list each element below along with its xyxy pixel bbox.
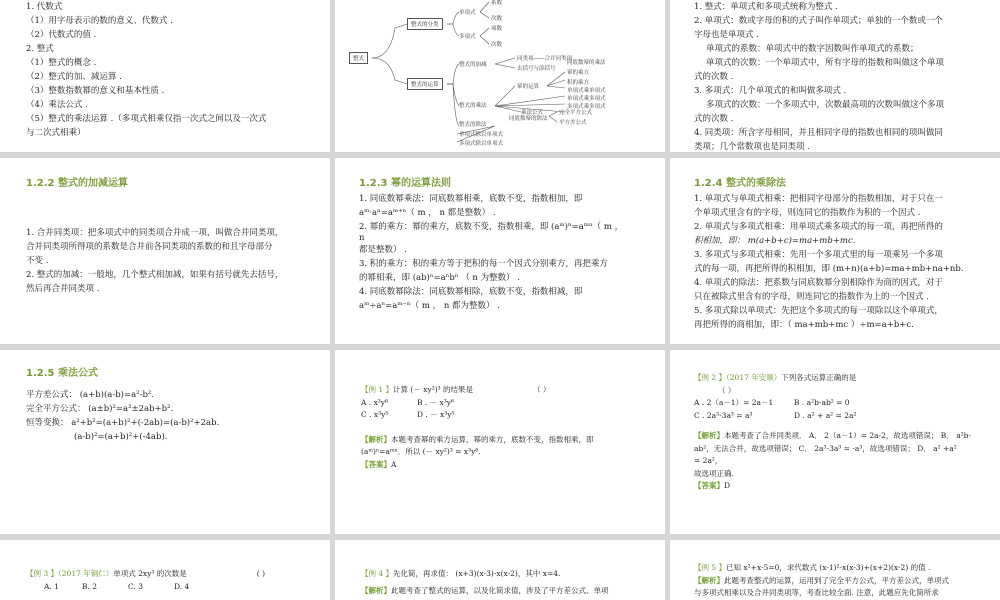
analysis-tag: 【解析】 (361, 434, 391, 444)
mindmap-power-ops: 幂的运算 (517, 84, 540, 90)
text-line: （2）整式的加、减运算 . (26, 72, 122, 82)
mindmap-mul-leaf: 同底数幂的乘法 (567, 60, 606, 66)
text-line: 式的每一项，再把所得的积相加，即 (m+n)(a+b)=ma+mb+na+nb. (694, 264, 964, 274)
text-line: 只在被除式里含有的字母，则连同它的指数作为上的一个因式 . (694, 292, 929, 302)
slide-example-2[interactable] (670, 350, 1000, 534)
question-text: 下列各式运算正确的是 (781, 373, 857, 382)
text-line: 再把所得的商相加，即：（ ma+mb+mc ）÷m=a+b+c. (694, 320, 914, 330)
mindmap-add-sub: 整式的加减 (459, 62, 487, 68)
text-line: （2）代数式的值 . (26, 30, 97, 40)
text-line: （5）整式的乘法运算 .（多项式相乘仅指一次式之间以及一次式 (26, 114, 267, 124)
slide-example-3[interactable] (0, 540, 330, 600)
text-line: 完全平方公式： (a±b)²=a²±2ab+b². (26, 404, 174, 414)
example-3 (26, 568, 265, 593)
text-line: （1）整式的概念 . (26, 58, 97, 68)
text-line: 然后再合并同类项 . (26, 284, 100, 294)
answer-text: D (724, 481, 731, 490)
mindmap-division: 整式的除法 (459, 122, 487, 128)
mindmap-formula: 乘法公式 (521, 110, 544, 116)
text-line: 积相加，即： m(a+b+c)=ma+mb+mc. (694, 236, 856, 246)
mindmap-div-leaf: 单项式除以单项式 (459, 132, 504, 138)
analysis-line (694, 575, 949, 588)
text-line: 平方差公式： (a+b)(a-b)=a²-b². (26, 390, 154, 400)
analysis-text: 本题考查幂的乘方运算，幂的乘方，底数不变，指数相乘，即 (391, 434, 594, 444)
slide-title: 1.2.3 幂的运算法则 (359, 178, 451, 189)
example-tag: 【例 5 】 (694, 563, 727, 572)
options-row (694, 410, 971, 423)
example-tag: 【例 3 】（2017 年铜仁） (26, 569, 114, 578)
text-line: 字母也是单项式 . (694, 30, 759, 40)
question-text: 计算 (－ xy²)³ 的结果是 (393, 385, 474, 394)
text-line: 4. 同类项：所含字母相同，并且相同字母的指数也相同的项叫做同 (694, 128, 943, 138)
text-line: 5. 多项式除以单项式：先把这个多项式的每一项除以这个单项式， (694, 306, 943, 316)
mindmap-add-leaf: 同类项——合并同类项 (517, 56, 573, 62)
options-row (361, 397, 594, 410)
text-line: 1. 合并同类项：把多项式中的同类项合并成一项，叫做合并同类项， (26, 228, 284, 238)
slide-example-1[interactable] (335, 350, 665, 534)
option-c: C. 3 (128, 581, 144, 591)
mindmap-mul-leaf: 单项式乘单项式 (567, 88, 606, 94)
option-b: B . a²b-ab² = 0 (794, 398, 850, 407)
text-line: 2. 单项式与多项式相乘：用单项式乘多项式的每一项，再把所得的 (694, 222, 943, 232)
mindmap-root: 整式 (349, 52, 368, 64)
analysis-tag: 【解析】 (694, 431, 724, 440)
text-line: aᵐ÷aⁿ=aᵐ⁻ⁿ（ m ， n 都为整数） . (359, 301, 500, 311)
example-1 (361, 384, 594, 471)
slide-example-5[interactable] (670, 540, 1000, 600)
mindmap-leaf: 次数 (491, 42, 503, 48)
analysis-line (361, 434, 594, 447)
analysis-line: ab²，无法合并，故选项错误； C． 2a³-3a³ = -a³，故选项错误； D． a² +a² (694, 443, 957, 453)
mindmap-leaf: 次数 (491, 16, 503, 22)
analysis-line (694, 430, 971, 443)
text-line: (a-b)²=(a+b)²+(-4ab). (74, 432, 168, 442)
text-line: 1. 代数式 (26, 2, 63, 12)
mindmap-leaf: 项数 (491, 26, 503, 32)
question-text: 先化简，再求值： (x+3)(x-3)-x(x-2)，其中 x=4. (393, 569, 561, 578)
text-line: 式的次数 . (694, 72, 734, 82)
spacer (361, 422, 594, 434)
options-row (361, 409, 594, 422)
spacer (694, 422, 971, 430)
example-5 (694, 562, 949, 600)
syllabus-text (26, 0, 266, 140)
mindmap-mul-leaf: 幂的乘方 (567, 70, 590, 76)
text-line: 2. 整式的加减：一般地，几个整式相加减，如果有括号就先去括号， (26, 270, 284, 280)
question-line (694, 562, 949, 575)
slide-syllabus[interactable] (0, 0, 330, 152)
example-2 (694, 372, 971, 493)
mindmap-mul-leaf: 单项式乘多项式 (567, 96, 606, 102)
analysis-text: 此题考查整式的运算，运用到了完全平方公式，平方差公式，单项式 (724, 575, 949, 585)
text-line: 不变 . (26, 256, 49, 266)
text-line: 单项式的系数：单项式中的数字因数叫作单项式的系数； (706, 44, 919, 54)
answer-paren: （ ） (718, 385, 736, 395)
mindmap-operations: 整式的运算 (407, 78, 443, 90)
mindmap-div-leaf: 多项式除以单项式 (459, 141, 504, 147)
text-line: 式的次数 . (694, 114, 734, 124)
text-line: 4. 单项式的除法：把系数与同底数幂分别相除作为商的因式，对于 (694, 278, 943, 288)
mindmap-mul-leaf: 多项式乘多项式 (567, 104, 606, 110)
mul-div-text (694, 192, 964, 332)
example-tag: 【例 2 】（2017 年安顺） (694, 373, 782, 382)
option-d: D . － x³y⁵ (417, 410, 455, 419)
option-b: B . － x³y⁶ (417, 397, 455, 407)
text-line: （3）整数指数幂的意义和基本性质 . (26, 86, 165, 96)
question-line (361, 568, 609, 581)
slide-example-4[interactable] (335, 540, 665, 600)
text-line: 1. 单项式与单项式相乘：把相同字母部分的指数相加，对于只在一 (694, 194, 943, 204)
text-line: 都是整数） . (359, 245, 407, 255)
text-line: 3. 积的乘方：积的乘方等于把积的每一个因式分别乘方，再把乘方 (359, 259, 608, 269)
mindmap-polynomial: 多项式 (459, 34, 476, 40)
options-row (694, 397, 971, 410)
text-line: 的幂相乘，即 (ab)ⁿ=aⁿbⁿ （ n 为整数） . (359, 273, 520, 283)
analysis-line: 与多项式相乘以及合并同类项等，考查比较全面. 注意，此题应先化简所求 (694, 588, 939, 597)
slide-mul-div[interactable] (670, 158, 1000, 344)
question-line (26, 568, 265, 581)
mindmap-add-leaf: 去括号与添括号 (517, 66, 556, 72)
slide-formulas[interactable] (0, 350, 330, 534)
text-line: （4）乘法公式 . (26, 100, 88, 110)
text-line: n (359, 233, 365, 243)
slide-mindmap[interactable] (335, 0, 665, 152)
option-c: C . 2a³-3a³ = a³ (694, 410, 753, 420)
analysis-line: (aᵐ)ⁿ=aᵐⁿ．所以 (－ xy²)³ = x³y⁶. (361, 447, 481, 456)
text-line: aᵐ·aⁿ=aᵐ⁺ⁿ（ m ， n 都是整数） . (359, 208, 496, 218)
option-a: A . 2（a－1）= 2a－1 (694, 398, 774, 407)
text-line: 1. 同底数幂乘法：同底数幂相乘，底数不变，指数相加，即 (359, 194, 583, 204)
text-line: 2. 整式 (26, 44, 54, 54)
example-tag: 【例 4 】 (361, 569, 394, 578)
analysis-text: 此题考查了整式的运算，以及化简求值，涉及了平方差公式、单项 (391, 585, 609, 595)
text-line: 2. 幂的乘方：幂的乘方，底数不变，指数相乘，即 (aᵐ)ⁿ=aᵐⁿ（ m ， (359, 222, 624, 232)
mindmap-monomial: 单项式 (459, 10, 476, 16)
answer-tag: 【答案】 (361, 459, 391, 469)
option-d: D. 4 (174, 581, 190, 591)
slide-title: 1.2.2 整式的加减运算 (26, 178, 128, 189)
mindmap-formula-leaf: 完全平方公式 (559, 110, 593, 116)
answer-paren: （ ） (533, 385, 551, 394)
text-line: 3. 多项式与多项式相乘：先用一个多项式里的每一项乘另一个多项 (694, 250, 943, 260)
slide-definitions[interactable] (670, 0, 1000, 152)
answer-line (694, 480, 971, 493)
option-d: D . a² + a² = 2a² (794, 410, 857, 420)
text-line: 合并同类项所得项的系数是合并前各同类项的系数的和且字母部分 (26, 242, 273, 252)
option-a: A. 1 (44, 581, 59, 591)
option-b: B. 2 (82, 581, 98, 591)
mindmap-mul-leaf: 积的乘方 (567, 80, 590, 86)
question-text: 单项式 2xy³ 的次数是 (113, 569, 187, 578)
option-a: A . x³y⁶ (361, 397, 389, 407)
answer-paren: ( ) (256, 569, 266, 578)
answer-text: A (391, 459, 397, 469)
text-line: （1）用字母表示的数的意义、代数式 . (26, 16, 173, 26)
mindmap-leaf: 系数 (491, 0, 503, 6)
text-line: 多项式的次数：一个多项式中，次数最高项的次数叫做这个多项 (706, 100, 945, 110)
mindmap-classification: 整式的分类 (407, 18, 443, 30)
option-c: C . x³y⁵ (361, 410, 389, 419)
slide-title: 1.2.4 整式的乘除法 (694, 178, 786, 189)
answer-tag: 【答案】 (694, 481, 724, 490)
text-line: 单项式的次数：一个单项式中，所有字母的指数和叫做这个单项 (706, 58, 945, 68)
text-line: 与二次式相乘） (26, 128, 86, 138)
mindmap-formula-leaf: 平方差公式 (559, 120, 587, 126)
text-line: 2. 单项式：数或字母的积的式子叫作单项式；单独的一个数或一个 (694, 16, 943, 26)
mindmap-div-leaf: 同底数幂的除法 (509, 116, 548, 122)
text-line: 4. 同底数幂除法：同底数幂相除，底数不变，指数相减，即 (359, 287, 583, 297)
formulas-text (26, 388, 219, 444)
add-sub-text (26, 226, 283, 296)
analysis-tag: 【解析】 (694, 575, 724, 585)
analysis-line (361, 585, 609, 598)
text-line: 3. 多项式：几个单项式的和叫做多项式 . (694, 86, 847, 96)
analysis-line: 故选项正确. (694, 468, 734, 478)
slide-add-sub[interactable] (0, 158, 330, 344)
answer-line (361, 459, 594, 472)
definitions-text (694, 0, 944, 152)
text-line: 1. 整式：单项式和多项式统称为整式 . (694, 2, 838, 12)
question-line (361, 384, 594, 397)
example-4 (361, 568, 609, 597)
text-line: 个单项式里含有的字母，则连同它的指数作为积的一个因式 . (694, 208, 921, 218)
text-line: 类项；几个常数项也是同类项 . (694, 142, 810, 152)
example-tag: 【例 1 】 (361, 385, 394, 394)
slide-title: 1.2.5 乘法公式 (26, 368, 98, 379)
text-line: 恒等变换： a²+b²=(a+b)²+(-2ab)=(a-b)²+2ab. (26, 418, 220, 428)
power-rules-text (359, 192, 623, 313)
mindmap-multiplication: 整式的乘法 (459, 103, 487, 109)
options-row (26, 581, 265, 594)
slide-power-rules[interactable] (335, 158, 665, 344)
analysis-text: 本题考查了合并同类项． A． 2（a－1）= 2a-2，故选项错误； B． a²b- (724, 431, 972, 440)
question-text: 已知 x²+x-5=0，求代数式 (x-1)²-x(x-3)+(x+2)(x-2) 的值 . (726, 563, 931, 572)
question-line (694, 372, 971, 385)
analysis-tag: 【解析】 (361, 585, 391, 595)
analysis-line: = 2a²， (694, 456, 723, 465)
